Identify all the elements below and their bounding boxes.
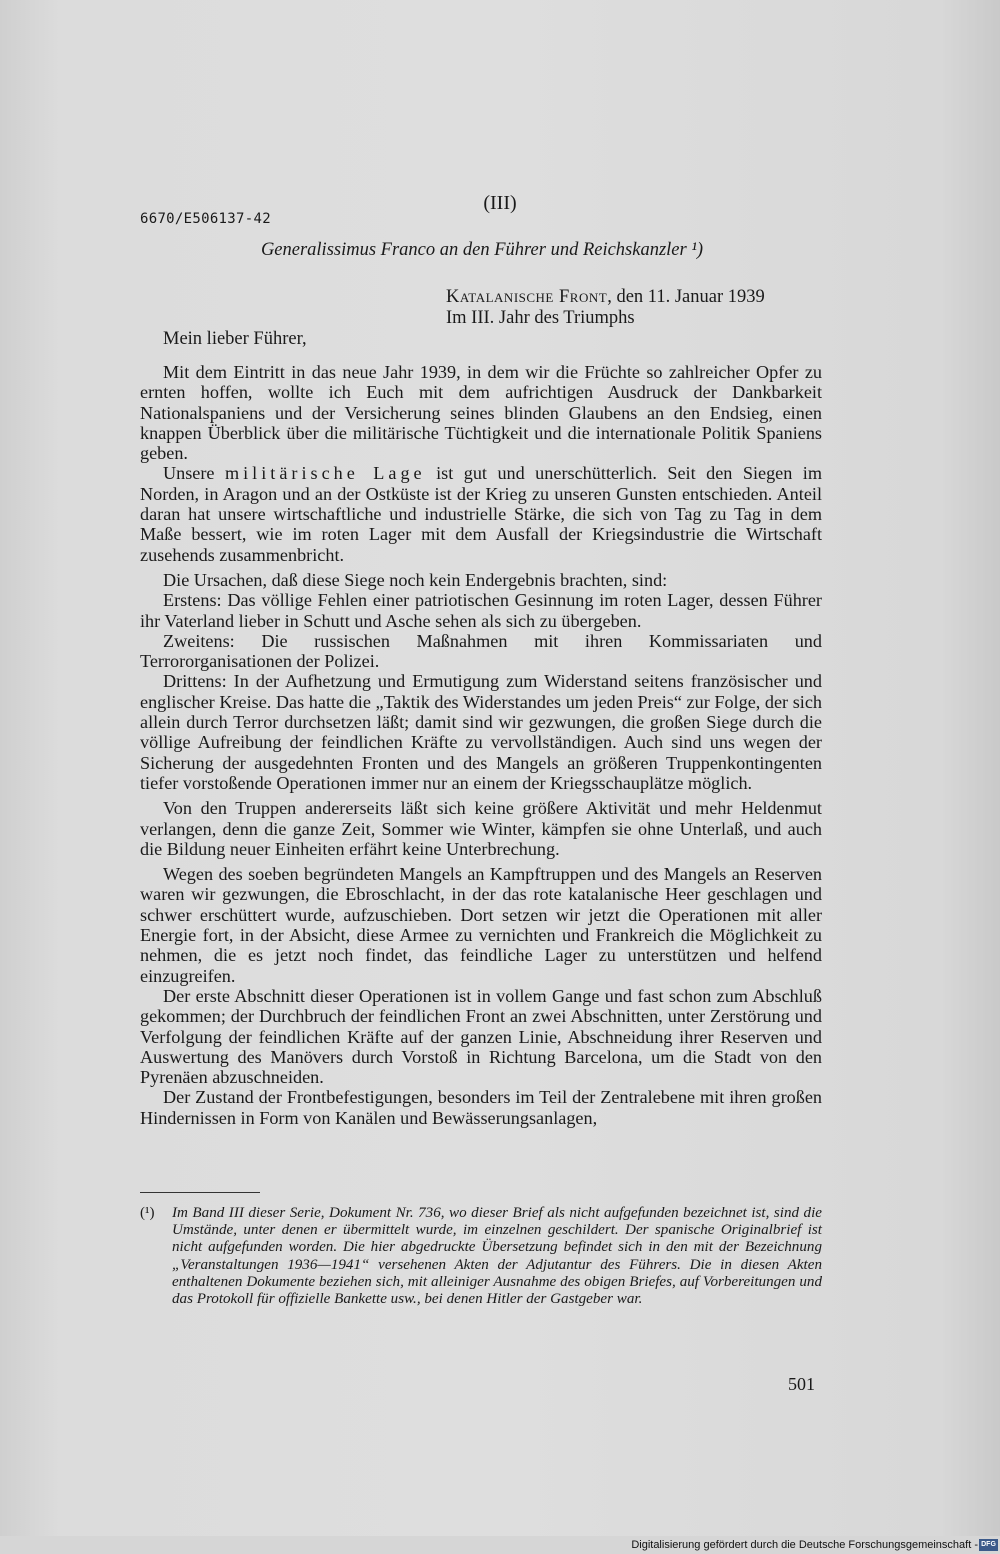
body-paragraph: Von den Truppen andererseits läßt sich keine größere Aktivität und mehr Heldenmut verlangen, denn die ganze Zeit, Sommer wie Winter, kämpfen sie ohne Unterlaß, und auch die Bildung neuer Einheiten erfährt keine Unterbrechung. bbox=[140, 798, 822, 859]
footnote bbox=[140, 1205, 822, 1308]
document-reference: 6670/E506137-42 bbox=[140, 211, 271, 227]
emphasized-text: militärische Lage bbox=[224, 463, 426, 484]
footnote-text: Im Band III dieser Serie, Dokument Nr. 736, wo dieser Brief als nicht aufgefunden bezeichnet ist, sind die Umstände, unter denen er übermittelt wurde, im einzelnen geschildert. Der spanische Originalbrief ist nicht aufgefunden worden. Die hier abgedruckte Übersetzung befindet sich in den mit der Bezeichnung „Veranstaltungen 1936—1941“ versehenen Akten der Adjutantur des Führers. Die in diesen Akten enthaltenen Dokumente beziehen sich, mit alleiniger Ausnahme des obigen Briefes, auf Vorbereitungen und das Protokoll für offizielle Bankette usw., bei denen Hitler der Gastgeber war. bbox=[172, 1205, 822, 1308]
document-title: Generalissimus Franco an den Führer und Reichskanzler ¹) bbox=[260, 240, 704, 260]
document-number: (III) bbox=[483, 192, 517, 214]
footnote-mark: (¹) bbox=[140, 1205, 155, 1221]
body-paragraph: Mit dem Eintritt in das neue Jahr 1939, in dem wir die Früchte so zahlreicher Opfer zu ernten hoffen, wollte ich Euch mit dem aufrichtigen Ausdruck der Dankbarkeit Nationalspaniens und der Versicherung seines blinden Glaubens an den Endsieg, einen knappen Überblick über die militärische Tüchtigkeit und die internationale Politik Spaniens geben. bbox=[140, 362, 822, 464]
dateline bbox=[446, 287, 765, 329]
dfg-logo-icon: DFG bbox=[979, 1539, 998, 1551]
dateline-place bbox=[446, 287, 765, 308]
body-paragraph: Der erste Abschnitt dieser Operationen ist in vollem Gange und fast schon zum Abschluß gekommen; der Durchbruch der feindlichen Front an zwei Abschnitten, unter Zerstörung und Verfolgung der feindlichen Kräfte auf der ganzen Linie, Abschneidung ihrer Reserven und Auswertung des Manövers durch Vorstoß in Richtung Barcelona, um die Stadt von den Pyrenäen abzuschneiden. bbox=[140, 985, 822, 1088]
body-paragraph: Der Zustand der Frontbefestigungen, besonders im Teil der Zentralebene mit ihren großen Hindernissen in Form von Kanälen und Bewässerungsanlagen, bbox=[140, 1087, 822, 1128]
body-paragraph: Unsere militärische Lage ist gut und unerschütterlich. Seit den Siegen im Norden, in Aragon und an der Ostküste ist der Krieg zu unseren Gunsten entschieden. Anteil daran hat unsere wirtschaftliche und industrielle Stärke, die sich von Tag zu Tag in dem Maße bessert, wie im roten Lager mit dem Ausfall der Kriegsindustrie die Wirtschaft zusehends zusammenbricht. bbox=[140, 463, 822, 565]
body-paragraph: Zweitens: Die russischen Maßnahmen mit ihren Kommissariaten und Terrororganisationen der Polizei. bbox=[140, 630, 822, 672]
body-paragraph: Drittens: In der Aufhetzung und Ermutigung zum Widerstand seitens französischer und englischer Kreise. Das hatte die „Taktik des Widerstandes um jeden Preis“ zur Folge, der sich allein durch Terror durchsetzen läßt; damit sind wir gezwungen, die großen Siege durch die völlige Aufreibung der feindlichen Kräfte zu vervollständigen. Auch sind uns wegen der Sicherung der ausgedehnten Fronten und des Mangels an größeren Truppenkontingenten tiefer vorstoßende Operationen immer nur an einem der Kriegsschauplätze möglich. bbox=[140, 671, 822, 793]
dateline-year: Im III. Jahr des Triumphs bbox=[446, 308, 635, 328]
salutation: Mein lieber Führer, bbox=[163, 329, 307, 349]
footer-credit: Digitalisierung gefördert durch die Deutsche Forschungsgemeinschaft - bbox=[631, 1539, 978, 1551]
place-name: Katalanische Front bbox=[446, 287, 608, 307]
footnote-divider bbox=[140, 1192, 260, 1193]
body-paragraph: Erstens: Das völlige Fehlen einer patriotischen Gesinnung im roten Lager, dessen Führer ihr Vaterland lieber in Schutt und Asche sehen als sich zu übergeben. bbox=[140, 590, 822, 631]
date-text: , den 11. Januar 1939 bbox=[607, 287, 765, 307]
page-number: 501 bbox=[788, 1374, 815, 1394]
body-paragraph: Die Ursachen, daß diese Siege noch kein Endergebnis brachten, sind: bbox=[163, 569, 668, 590]
letter-body bbox=[140, 362, 822, 1128]
body-paragraph: Wegen des soeben begründeten Mangels an Kampftruppen und des Mangels an Reserven waren wir gezwungen, die Ebroschlacht, in der das rote katalanische Heer geschlagen und schwer erschüttert wurde, aufzuschieben. Dort setzen wir jetzt die Operationen mit aller Energie fort, in der Absicht, diese Armee zu vernichten und Frankreich die Möglichkeit zu nehmen, die es jetzt noch findet, das feindliche Lager zu unterstützen und helfend einzugreifen. bbox=[140, 864, 822, 986]
